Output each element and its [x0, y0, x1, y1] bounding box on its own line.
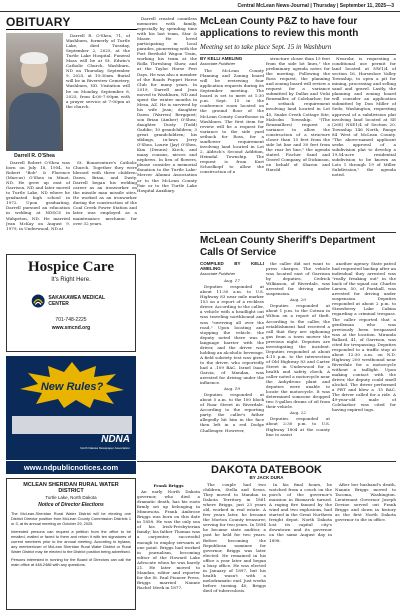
photo-hair [20, 52, 48, 64]
photo-caption: Darrell R. O'Shea [14, 153, 55, 159]
story1-deck: Meeting set to take place Sept. 15 in Washburn [200, 43, 396, 55]
story3-column-1: Frank Briggs An early North Dakota governor, who died a dramatic death, has his roots firmly set up belonging in Minnesota. Frank Ambrose Briggs was born on this date in 1858. He was the only son of his Irish-Presbyterian family; his father Thomas was a carpenter, successful enough to employ servants at one point. Briggs had worked in journalism, becoming editor of the Howard Lake Advocate when he was barely 21. He later moved to Mandan, editor and reporter for the St. Paul Pioneer Press. Briggs married Nannie Rachel Meek in 1877. [137, 483, 200, 590]
notices-url[interactable]: www.ndpublicnotices.com [6, 461, 136, 474]
notice-location: Turtle Lake, North Dakota [45, 495, 97, 500]
obituary-column-3: St. Bonaventure's Catholic Church. Together they were blessed with three children: Dawn, Brian, and Dusty. Darrell began his welding career as an ironworker on the missile man missile sites. He worked as an ironworker during the construction of the Coal Creek Power Station and later was employed as a maintenance mechanic for over 32 years. [73, 160, 137, 226]
story1-headline: McLean County P&Z to have four applications to review this month [200, 16, 359, 39]
dateline: Aug. 20 [289, 297, 307, 303]
ad-logo-name: SAKAKAWEA MEDICAL CENTER [48, 295, 106, 307]
story3-headline: DAKOTA DATEBOOK [137, 461, 396, 476]
ad-url[interactable]: www.smcnd.org [51, 325, 91, 331]
obituary-heading: OBITUARY [6, 15, 71, 29]
page-header: Central McLean News-Journal | Thursday | September 11, 2025—3 [0, 0, 400, 12]
hospice-ad[interactable] [6, 254, 136, 352]
ndna-pin-icon [12, 416, 132, 434]
notice-title: Notice of Director Elections [38, 502, 104, 508]
story3-byline: BY JACK DURA [249, 475, 284, 480]
story1-byline: BY KELLI AMELING [200, 56, 243, 61]
story2-byline: COMPILED BY KELLI AMELING [200, 261, 264, 272]
ad-tag: North Dakota Newspaper Association [80, 446, 130, 450]
story1-column-2: structure closer than 15 feet from the side lot lines," the preliminary agenda notes for the meeting. Following the Ross request, the planning and zoning board will review a request for a variance submitted by Dallas and Vicki Renzmiller, of Coleharbor, for a setback requirement involving land located in Lot 45, Snake Creek Cottage Site, Malcolm Township. "(The Renzmillers) request a variance to allow the construction of a structure closer than 15 feet from the side lot line and 30 feet from the rear lot line," the agenda stated. Fischer Sand and Gravel Company, of Dickinson, on behalf of Sharon and Harold [266, 56, 330, 173]
divider [6, 29, 137, 30]
ad-title: Hospice Care [28, 259, 114, 275]
story3-subhead: Frank Briggs [153, 483, 184, 488]
story2-byline-role: Associate Publisher [200, 271, 236, 277]
notice-paragraph: Interested persons can request a petition from the office to be emailed, mailed or faxed to them and return it with ten signatures of current members prior to the annual meeting. According to bylaws, any member/user of McLean Sheridan Rural Water District or Rural Water District may be elected to the District position being advertised. [11, 529, 131, 554]
dateline: Aug. 19 [223, 386, 241, 392]
burst-text: New Rules? [40, 381, 104, 393]
story2-column-2: the caller did not want to press charges. The vehicle was located east of Garrison by deputies. Cedrick Wilkinson, of Riverdale, was arrested for driving under suspension. Aug. 20 Deputies responded at about 1 p.m. to the Coteau in Wilton on a report of theft. According to the caller, the establishment had received a call that they are siphoning gas from a town mower the previous night. Deputies are investigating the incident. Deputies responded at about 4:15 p.m. to the intersection of Old Highway 83 and Carter Street in Underwood for a health and safety check. A caller noted a motorcycle near the Anhydrous plant and deputies were unable to locate the motorcycle. It was determined someone dropped two 5-gallon drums of oil from their vehicle. Aug. 22 Deputies responded at about 2:30 p.m. to U.S. Highway 1804 at the county line to assist [266, 261, 330, 437]
notice-org: MCLEAN SHERIDAN RURAL WATER DISTRICT [23, 482, 119, 494]
rules-ad[interactable] [6, 356, 136, 460]
notice-paragraph: Persons interested in running for the Board of Directors can call the main office at 448-2486 with any questions. [11, 557, 131, 567]
ad-logo [31, 289, 111, 313]
obituary-photo [6, 33, 63, 151]
photo-shirt [9, 93, 60, 151]
story1-column-1: BY KELLI AMELING Associate Publisher The McLean County Planning and Zoning board will be reviewing four application requests during its September meeting. The board is set to meet at 1:30 p.m. Sept. 15 in the conference room located on the ground floor of the McLean County Courthouse in Washburn. The first item for review will be a request for variance to the side yard setback for Ross, for a sunflower requirement involving land located in Lot 2, Aldrich's Second Addition, Heimdal Township. The request is from Kurt Schoelkopf to allow the construction of a [200, 56, 264, 175]
director-election-notice [6, 478, 136, 610]
story2-column-1: COMPILED BY KELLI AMELING Associate Publisher Aug. 17 Deputies responded at about 11:30 a.m. to U.S. Highway 83 near mile marker 153 on a report of a reckless driver. According to the caller, a vehicle with a headlight out was traveling northbound and was "swerving all over the road." Upon locating and stopping the vehicle, the deputy noted there was a language barrier with the driver, and the driver was holding an alcoholic beverage. A field sobriety test was given to the driver, who reportedly had a .109 BAC. Israel Isaac Garcia, of Mandan, was arrested for driving under the influence. Aug. 19 Deputies responded at about 5 a.m. to the 100 block of Roar Street in Riverdale. According to the reporting party, the caller's father allegedly hit him in the face then left in a red Dodge Challenger. However, [200, 261, 264, 433]
story3-column-3: In his final hours, he watched from a couch on the porch of the governor's mansion in Bismarck turned. A raging fire fanned by the wind and two explosions, had started in the Great Northern freight depot. North Dakota lost its capital city's downtown and its governor on the same August day in 1898. [269, 482, 332, 543]
starburst-icon [20, 362, 124, 408]
story3-column-2: The couple had two children, Stella and Sesus. They moved to Mandan in Dakota Territory in 1881 where Briggs, just 23 years old, worked in real estate. A few years later, he became the Morton County treasurer, serving for two years. In 1894 he became state auditor, a post he held for two years. Before becoming the Republican nominee for governor, Briggs was later elected. He remained in his office a year later and began a busy office. He was elected in January of 1897, but his health wasn't with a melodramatic end. Just weeks before turning 40, Briggs died of tuberculosis. [203, 482, 266, 593]
story2-column-3: another agency. State patrol had requested backup after an individual they arrested was "really freaking out" in the back of the squad car. Charles Larsen, 50, of Parshall, was arrested for driving under suspension. Deputies responded at about 2 p.m. to Strawberry Lake Cabins regarding a criminal trespass. The caller reported that a gentleman who was previously been trespassed was at the location. Miranda Ballard, 41, of Garrison, was cited for trespassing. Deputies responded to a traffic stop at about 12:30 a.m. on N.D. Highway 200 westbound near Riverdale for a motorcycle without a taillight. Upon making contact with the driver, the deputy could smell alcohol. The driver performed a PBT and blew a .15 BAC. The driver called for a ride. A 49-year-old male of Coleharbor was cited for having expired tags. [332, 261, 396, 413]
story2-headline: McLean County Sheriff's Department Calls Of Service [200, 232, 396, 258]
notice-paragraph: The McLean-Sheridan Rural Water District will be electing one District Director position from McLean County Commission Districts 1 or 3, at its annual meeting on October 29, 2025. [11, 511, 131, 526]
story3-column-4: After her husband's death, Nannie Briggs moved to Tacoma, Washington. Lieutenant Governor Joseph Devine served out Frank Briggs and down in history as the first North Dakota governor to die in office. [335, 482, 396, 523]
obituary-column-1: Darrell R. O'Shea, 71, of Washburn, formerly of Turtle Lake, died Tuesday, September 2, 2025, at the Turtle Lake Hospital. Funeral Mass will be at St. Edwin's Catholic Church, Washburn, ND on Thursday, September 9, 2025, at 10:30am. Burial will be in Riverview Cemetery, Washburn, ND. Visitation will be on Monday, September 8, 2025, from 4:00-7:00pm with a prayer service at 7:00pm at the church. [66, 33, 130, 109]
ad-subtitle: It's Right Here. [51, 277, 91, 283]
story1-column-3: Neurohr, is requesting a conditional use permit for land located at NW1/4 of section 16, Horseshoe Valley Township, to open a pit for mining, processing and selling sand and gravel. Lastly, the planning and zoning board will consider an application submitted by Don Miller of Sedo, Washington, requesting approval of a subdivision plat involving land located at SE (26S) NSE1/4 of Section 20, Township 146 North, Range 84 West of McLean County. "The above-named applicant seeks approval of a subdivision plat to develop a 19.54-acre residential subdivision to be known as Lots 1 through 19 of Miller Subdivision," the agenda noted. [332, 56, 396, 178]
obituary-column-4: Darrell created countless memories with family, especially by spending time with his last team, Star & Maser. He loved participating in local parades, pioneering with the Fort Berthold Wagon Train, working his team at the Rolla Threshing Show, and at the Taylor Horse Fest Days. He was also a member of the Roads Puppet Horse Club for many years. In 2019, Darrell and Jean moved to Washburn, ND and spent the winter months in Mesa, AZ. He is survived by his wife Jean; daughter Dawn (Warren) Bergquist; son Brian (Amber) O'Shea; daughter Dusty (Todd) Gaddie; 10 grandchildren; 3 great grandchildren; his siblings, in-laws Jerry O'Shea, Laurie (Jay) O'Shea, Kim (Dennis) Kirch, and many cousins, nieces and nephews. In lieu of flowers, please consider a memorial donation to the Turtle Lake-Mercer Alumni Association or to the McLean County Fair or to the Turtle Lake Hospital Auxiliary. [137, 16, 197, 193]
story1-byline-role: Associate Publisher [200, 61, 236, 67]
ad-phone: 701-748-2225 [55, 317, 87, 323]
obituary-column-2: Darrell Robert O'Shea was born on July 18, 1954, to Robert "Bob" & Florence (Marcus) O'Shea in Minot, ND. He grew up east of Garrison, ND and later moved to Turtle Lake, ND where he graduated high school in 1972. Upon graduating, Darrell pursued an education in welding at NDSCS in Wahpeton, ND. He married Jean McKay on August 9, 1979, in Underwood, ND at [6, 160, 70, 231]
sakakawea-logo-icon [31, 292, 45, 310]
dateline: Aug. 22 [289, 410, 307, 416]
dateline: Aug. 17 [223, 278, 241, 284]
ad-brand: NDNA [101, 434, 130, 445]
